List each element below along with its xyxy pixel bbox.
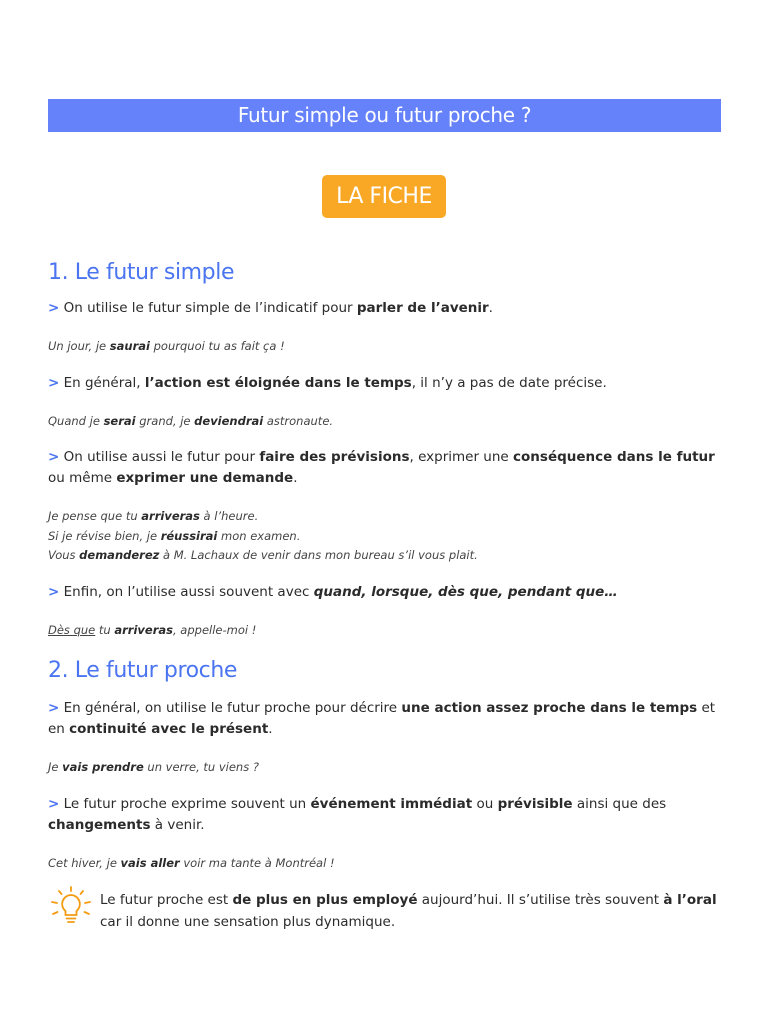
example-1-4: Dès que tu arriveras, appelle-moi ! xyxy=(48,622,257,637)
arrow-icon: > xyxy=(48,374,60,391)
arrow-icon: > xyxy=(48,583,60,600)
section-2-title: 2. Le futur proche xyxy=(48,658,238,683)
arrow-icon: > xyxy=(48,449,60,465)
arrow-icon: > xyxy=(48,795,60,812)
lightbulb-icon xyxy=(48,885,94,931)
rule-2-2: > Le futur proche exprime souvent un événement immédiat ou prévisible ainsi que des changements à venir. xyxy=(48,795,667,833)
tip-note: Le futur proche est de plus en plus employé aujourd’hui. Il s’utilise très souvent à l’oral car il donne une sensation plus dynamique. xyxy=(48,889,728,933)
example-2-1: Je vais prendre un verre, tu viens ? xyxy=(48,760,259,774)
arrow-icon: > xyxy=(48,700,60,716)
rule-1-3: > On utilise aussi le futur pour faire des prévisions, exprimer une conséquence dans le futur ou même exprimer une demande. xyxy=(48,449,715,486)
example-1-2: Quand je serai grand, je deviendrai astronaute. xyxy=(48,413,334,428)
example-2-2: Cet hiver, je vais aller voir ma tante à Montréal ! xyxy=(48,855,335,870)
la-fiche-badge: LA FICHE xyxy=(322,175,446,218)
rule-1-4: > Enfin, on l’utilise aussi souvent avec quand, lorsque, dès que, pendant que… xyxy=(48,583,618,600)
badge-wrapper xyxy=(0,175,768,218)
rule-1-2: > En général, l’action est éloignée dans le temps, il n’y a pas de date précise. xyxy=(48,374,607,391)
arrow-icon: > xyxy=(48,300,60,316)
example-1-1: Un jour, je saurai pourquoi tu as fait ça ! xyxy=(48,339,285,353)
rule-1-1: > On utilise le futur simple de l’indicatif pour parler de l’avenir. xyxy=(48,300,493,316)
section-1-title: 1. Le futur simple xyxy=(48,260,235,285)
page-title-banner: Futur simple ou futur proche ? xyxy=(48,99,721,132)
content xyxy=(48,258,728,933)
rule-2-1: > En général, on utilise le futur proche pour décrire une action assez proche dans le temps et en continuité avec le présent. xyxy=(48,700,716,737)
example-1-3: Je pense que tu arriveras à l’heure. Si je révise bien, je réussirai mon examen. Vous demanderez à M. Lachaux de venir dans mon bureau s’il vous plait. xyxy=(48,509,478,562)
